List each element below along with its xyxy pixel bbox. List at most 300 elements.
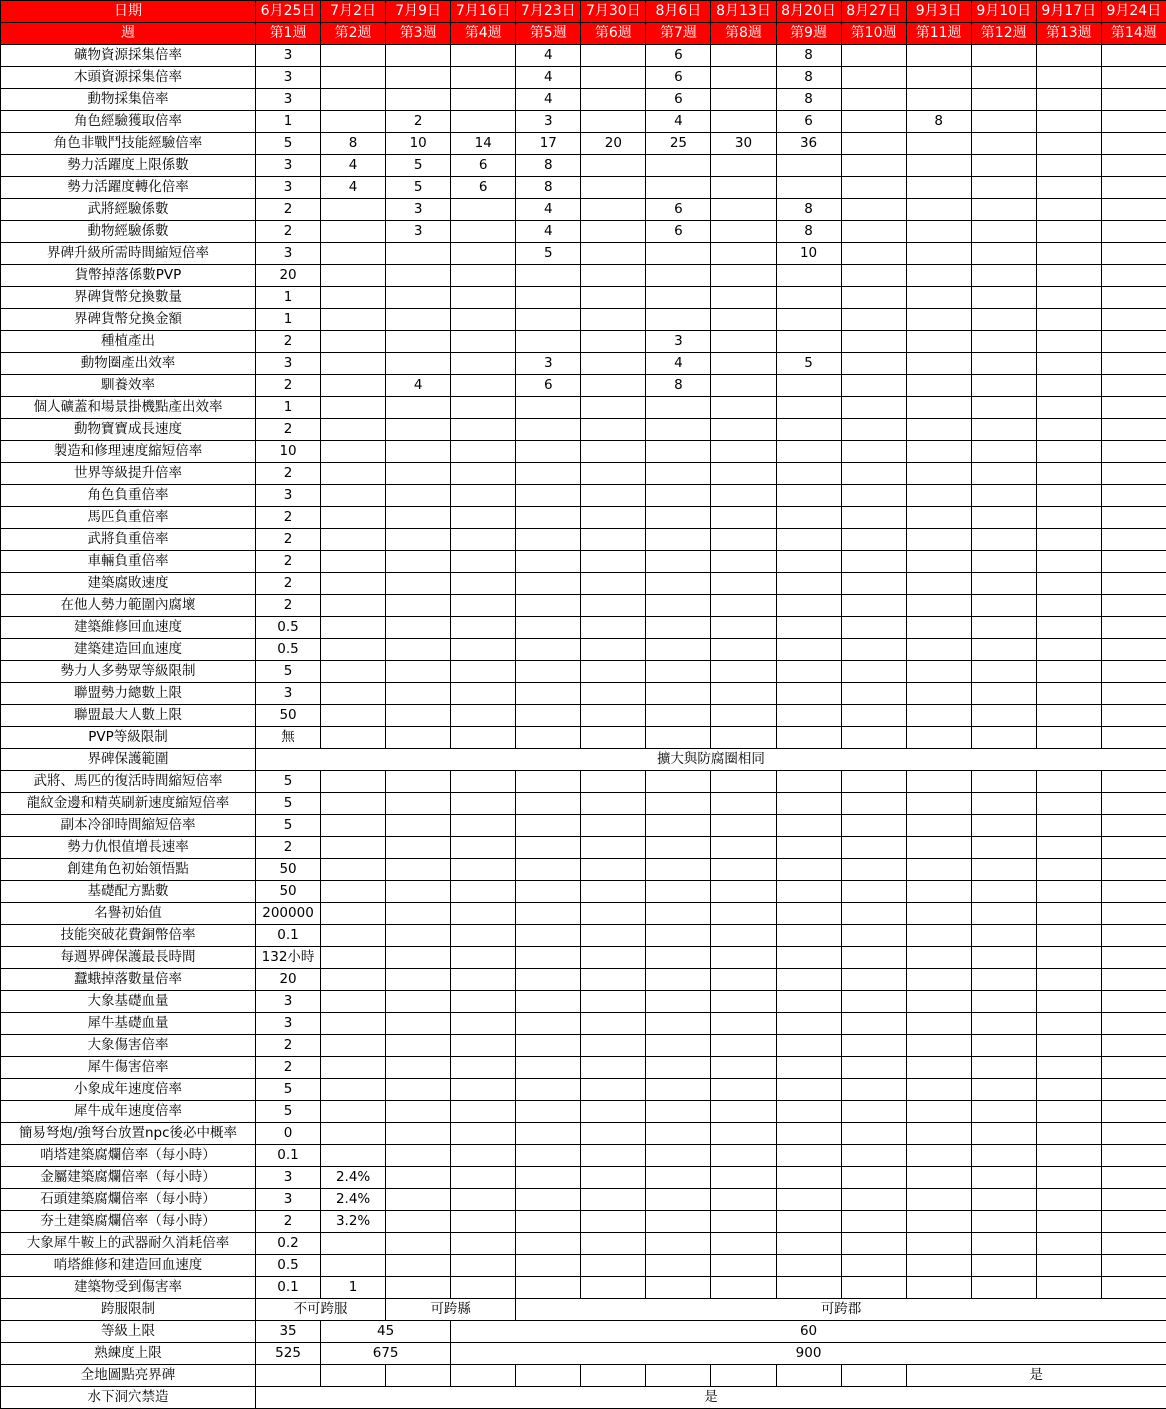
value-cell[interactable]: 2.4%	[321, 1167, 386, 1189]
value-cell[interactable]: 20	[256, 969, 321, 991]
value-cell[interactable]	[841, 353, 906, 375]
value-cell[interactable]	[841, 133, 906, 155]
row-label-cell[interactable]: 勢力活躍度轉化倍率	[1, 177, 256, 199]
value-cell[interactable]	[646, 1277, 711, 1299]
value-cell[interactable]	[581, 1057, 646, 1079]
value-cell[interactable]	[516, 793, 581, 815]
value-cell[interactable]	[776, 1233, 841, 1255]
value-cell[interactable]	[386, 1101, 451, 1123]
value-cell[interactable]	[1101, 463, 1166, 485]
value-cell[interactable]	[841, 573, 906, 595]
value-cell[interactable]	[711, 485, 776, 507]
value-cell[interactable]	[711, 925, 776, 947]
value-cell[interactable]: 3	[516, 111, 581, 133]
value-cell[interactable]	[906, 881, 971, 903]
week-header-cell[interactable]: 第11週	[906, 23, 971, 45]
value-cell[interactable]	[646, 243, 711, 265]
row-label-cell[interactable]: 建築維修回血速度	[1, 617, 256, 639]
value-cell[interactable]	[906, 397, 971, 419]
value-cell[interactable]	[386, 815, 451, 837]
value-cell[interactable]	[1101, 859, 1166, 881]
value-cell[interactable]	[906, 551, 971, 573]
value-cell[interactable]: 2	[256, 463, 321, 485]
value-cell[interactable]	[776, 903, 841, 925]
value-cell[interactable]	[906, 45, 971, 67]
value-cell[interactable]: 3	[256, 155, 321, 177]
value-cell[interactable]	[776, 727, 841, 749]
value-cell[interactable]: 2	[386, 111, 451, 133]
row-label-cell[interactable]: 在他人勢力範圍內腐壞	[1, 595, 256, 617]
value-cell[interactable]	[971, 1057, 1036, 1079]
value-cell[interactable]: 525	[256, 1343, 321, 1365]
value-cell[interactable]	[516, 397, 581, 419]
value-cell[interactable]	[386, 419, 451, 441]
value-cell[interactable]	[321, 1233, 386, 1255]
value-cell[interactable]	[1101, 221, 1166, 243]
date-header-cell[interactable]: 9月24日	[1101, 1, 1166, 23]
value-cell[interactable]	[516, 1255, 581, 1277]
value-cell[interactable]	[451, 1233, 516, 1255]
value-cell[interactable]	[776, 1211, 841, 1233]
value-cell[interactable]	[646, 573, 711, 595]
value-cell[interactable]	[711, 1189, 776, 1211]
value-cell[interactable]	[711, 837, 776, 859]
value-cell[interactable]	[1036, 331, 1101, 353]
value-cell[interactable]	[516, 727, 581, 749]
value-cell[interactable]	[971, 925, 1036, 947]
value-cell[interactable]	[451, 419, 516, 441]
value-cell[interactable]	[906, 991, 971, 1013]
value-cell[interactable]	[321, 639, 386, 661]
value-cell[interactable]	[711, 1057, 776, 1079]
value-cell[interactable]	[971, 969, 1036, 991]
value-cell[interactable]	[516, 1233, 581, 1255]
value-cell[interactable]	[581, 1365, 646, 1387]
value-cell[interactable]	[321, 771, 386, 793]
value-cell[interactable]	[581, 1101, 646, 1123]
value-cell[interactable]	[646, 419, 711, 441]
value-cell[interactable]	[776, 595, 841, 617]
value-cell[interactable]	[451, 221, 516, 243]
value-cell[interactable]	[711, 419, 776, 441]
value-cell[interactable]	[1101, 485, 1166, 507]
value-cell[interactable]	[646, 1035, 711, 1057]
value-cell[interactable]	[711, 595, 776, 617]
value-cell[interactable]: 2	[256, 1057, 321, 1079]
value-cell[interactable]	[776, 1189, 841, 1211]
value-cell[interactable]	[581, 1035, 646, 1057]
value-cell[interactable]	[451, 309, 516, 331]
row-label-cell[interactable]: 哨塔建築腐爛倍率（每小時）	[1, 1145, 256, 1167]
value-cell[interactable]	[906, 419, 971, 441]
row-label-cell[interactable]: 勢力仇恨值增長速率	[1, 837, 256, 859]
value-cell[interactable]	[581, 793, 646, 815]
value-cell[interactable]	[841, 595, 906, 617]
value-cell[interactable]	[841, 1255, 906, 1277]
value-cell[interactable]: 1	[256, 397, 321, 419]
value-cell[interactable]	[841, 991, 906, 1013]
value-cell[interactable]: 0	[256, 1123, 321, 1145]
value-cell[interactable]	[841, 111, 906, 133]
row-label-cell[interactable]: 動物圈產出效率	[1, 353, 256, 375]
value-cell[interactable]: 2	[256, 837, 321, 859]
value-cell[interactable]	[516, 1013, 581, 1035]
value-cell[interactable]	[1036, 903, 1101, 925]
value-cell[interactable]	[971, 661, 1036, 683]
value-cell[interactable]	[321, 199, 386, 221]
value-cell[interactable]	[581, 67, 646, 89]
value-cell[interactable]	[451, 1123, 516, 1145]
row-label-cell[interactable]: 界碑保護範圍	[1, 749, 256, 771]
value-cell[interactable]: 2	[256, 573, 321, 595]
value-cell[interactable]	[971, 199, 1036, 221]
row-label-cell[interactable]: 全地圖點亮界碑	[1, 1365, 256, 1387]
value-cell[interactable]: 5	[256, 771, 321, 793]
value-cell[interactable]	[1101, 1211, 1166, 1233]
value-cell[interactable]	[451, 1277, 516, 1299]
value-cell[interactable]	[516, 265, 581, 287]
week-header-cell[interactable]: 第7週	[646, 23, 711, 45]
value-cell[interactable]	[321, 485, 386, 507]
value-cell[interactable]	[581, 1123, 646, 1145]
value-cell[interactable]	[1101, 265, 1166, 287]
value-cell[interactable]	[1101, 1035, 1166, 1057]
value-cell[interactable]	[516, 1057, 581, 1079]
value-cell[interactable]: 5	[256, 661, 321, 683]
value-cell[interactable]	[1101, 177, 1166, 199]
value-cell[interactable]	[386, 551, 451, 573]
value-cell[interactable]	[516, 837, 581, 859]
value-cell[interactable]: 5	[776, 353, 841, 375]
row-label-cell[interactable]: 界碑貨幣兌換金額	[1, 309, 256, 331]
value-cell[interactable]: 1	[256, 287, 321, 309]
value-cell[interactable]	[711, 397, 776, 419]
value-cell[interactable]	[386, 903, 451, 925]
merged-value-cell[interactable]: 60	[451, 1321, 1166, 1343]
value-cell[interactable]	[906, 617, 971, 639]
value-cell[interactable]	[451, 67, 516, 89]
value-cell[interactable]	[711, 89, 776, 111]
value-cell[interactable]	[321, 727, 386, 749]
value-cell[interactable]	[1101, 947, 1166, 969]
value-cell[interactable]	[516, 1035, 581, 1057]
row-label-cell[interactable]: 動物寶寶成長速度	[1, 419, 256, 441]
value-cell[interactable]	[1036, 771, 1101, 793]
value-cell[interactable]	[1036, 947, 1101, 969]
value-cell[interactable]	[581, 375, 646, 397]
value-cell[interactable]: 2	[256, 529, 321, 551]
value-cell[interactable]	[646, 969, 711, 991]
value-cell[interactable]	[1036, 177, 1101, 199]
row-label-cell[interactable]: 簡易弩炮/強弩台放置npc後必中概率	[1, 1123, 256, 1145]
value-cell[interactable]	[1036, 881, 1101, 903]
value-cell[interactable]	[581, 727, 646, 749]
value-cell[interactable]	[451, 441, 516, 463]
row-label-cell[interactable]: 基礎配方點數	[1, 881, 256, 903]
value-cell[interactable]	[1036, 1233, 1101, 1255]
value-cell[interactable]	[906, 529, 971, 551]
value-cell[interactable]	[386, 1013, 451, 1035]
value-cell[interactable]	[776, 969, 841, 991]
value-cell[interactable]	[1101, 45, 1166, 67]
value-cell[interactable]	[386, 1145, 451, 1167]
value-cell[interactable]	[451, 89, 516, 111]
value-cell[interactable]	[646, 1145, 711, 1167]
value-cell[interactable]	[1101, 353, 1166, 375]
value-cell[interactable]	[971, 463, 1036, 485]
value-cell[interactable]	[581, 331, 646, 353]
value-cell[interactable]: 3	[516, 353, 581, 375]
value-cell[interactable]	[516, 1167, 581, 1189]
value-cell[interactable]	[581, 1211, 646, 1233]
value-cell[interactable]	[841, 639, 906, 661]
value-cell[interactable]	[386, 639, 451, 661]
value-cell[interactable]: 5	[516, 243, 581, 265]
row-label-cell[interactable]: 等級上限	[1, 1321, 256, 1343]
value-cell[interactable]	[321, 111, 386, 133]
value-cell[interactable]	[646, 771, 711, 793]
value-cell[interactable]	[386, 353, 451, 375]
value-cell[interactable]	[841, 1057, 906, 1079]
value-cell[interactable]: 10	[386, 133, 451, 155]
value-cell[interactable]	[841, 969, 906, 991]
value-cell[interactable]	[711, 551, 776, 573]
row-label-cell[interactable]: 聯盟最大人數上限	[1, 705, 256, 727]
value-cell[interactable]	[321, 991, 386, 1013]
value-cell[interactable]	[711, 463, 776, 485]
value-cell[interactable]	[581, 859, 646, 881]
value-cell[interactable]	[971, 859, 1036, 881]
value-cell[interactable]	[841, 45, 906, 67]
value-cell[interactable]	[711, 507, 776, 529]
value-cell[interactable]: 0.5	[256, 617, 321, 639]
value-cell[interactable]: 8	[321, 133, 386, 155]
value-cell[interactable]: 3	[386, 221, 451, 243]
merged-value-cell[interactable]: 45	[321, 1321, 451, 1343]
value-cell[interactable]	[321, 507, 386, 529]
value-cell[interactable]	[1036, 243, 1101, 265]
value-cell[interactable]	[646, 661, 711, 683]
value-cell[interactable]	[711, 903, 776, 925]
value-cell[interactable]	[451, 1145, 516, 1167]
value-cell[interactable]	[386, 683, 451, 705]
value-cell[interactable]	[646, 925, 711, 947]
value-cell[interactable]	[646, 617, 711, 639]
value-cell[interactable]	[1101, 1079, 1166, 1101]
merged-value-cell[interactable]: 675	[321, 1343, 451, 1365]
value-cell[interactable]	[1036, 419, 1101, 441]
value-cell[interactable]	[776, 551, 841, 573]
value-cell[interactable]: 4	[516, 89, 581, 111]
value-cell[interactable]: 4	[516, 199, 581, 221]
value-cell[interactable]: 0.1	[256, 925, 321, 947]
value-cell[interactable]	[321, 903, 386, 925]
value-cell[interactable]	[776, 991, 841, 1013]
value-cell[interactable]	[971, 177, 1036, 199]
value-cell[interactable]	[841, 243, 906, 265]
value-cell[interactable]: 6	[776, 111, 841, 133]
value-cell[interactable]	[971, 1079, 1036, 1101]
value-cell[interactable]	[776, 1145, 841, 1167]
value-cell[interactable]	[1036, 309, 1101, 331]
row-label-cell[interactable]: 木頭資源採集倍率	[1, 67, 256, 89]
value-cell[interactable]	[516, 551, 581, 573]
value-cell[interactable]	[1101, 573, 1166, 595]
value-cell[interactable]: 3	[256, 89, 321, 111]
value-cell[interactable]: 50	[256, 705, 321, 727]
value-cell[interactable]	[711, 287, 776, 309]
value-cell[interactable]	[321, 1255, 386, 1277]
value-cell[interactable]: 1	[321, 1277, 386, 1299]
value-cell[interactable]	[971, 331, 1036, 353]
value-cell[interactable]	[321, 815, 386, 837]
value-cell[interactable]	[841, 397, 906, 419]
value-cell[interactable]	[321, 1079, 386, 1101]
value-cell[interactable]	[841, 529, 906, 551]
row-label-cell[interactable]: 角色經驗獲取倍率	[1, 111, 256, 133]
value-cell[interactable]	[581, 1167, 646, 1189]
value-cell[interactable]	[1101, 1057, 1166, 1079]
value-cell[interactable]	[581, 969, 646, 991]
value-cell[interactable]	[1036, 1277, 1101, 1299]
value-cell[interactable]	[971, 353, 1036, 375]
value-cell[interactable]	[516, 1123, 581, 1145]
value-cell[interactable]	[321, 925, 386, 947]
week-header-cell[interactable]: 第2週	[321, 23, 386, 45]
value-cell[interactable]	[516, 903, 581, 925]
value-cell[interactable]: 2	[256, 1211, 321, 1233]
value-cell[interactable]	[906, 903, 971, 925]
value-cell[interactable]	[256, 1365, 321, 1387]
value-cell[interactable]	[321, 1013, 386, 1035]
value-cell[interactable]	[1036, 683, 1101, 705]
value-cell[interactable]	[516, 1145, 581, 1167]
value-cell[interactable]	[386, 991, 451, 1013]
value-cell[interactable]	[1036, 969, 1101, 991]
value-cell[interactable]	[321, 969, 386, 991]
value-cell[interactable]	[971, 485, 1036, 507]
value-cell[interactable]	[971, 837, 1036, 859]
value-cell[interactable]	[1101, 529, 1166, 551]
value-cell[interactable]	[1101, 1277, 1166, 1299]
row-label-cell[interactable]: 車輛負重倍率	[1, 551, 256, 573]
value-cell[interactable]	[906, 1035, 971, 1057]
value-cell[interactable]	[711, 727, 776, 749]
value-cell[interactable]: 8	[906, 111, 971, 133]
value-cell[interactable]	[646, 1057, 711, 1079]
value-cell[interactable]	[906, 1145, 971, 1167]
value-cell[interactable]	[841, 419, 906, 441]
value-cell[interactable]	[711, 815, 776, 837]
value-cell[interactable]	[451, 903, 516, 925]
value-cell[interactable]	[516, 309, 581, 331]
value-cell[interactable]	[581, 1145, 646, 1167]
row-label-cell[interactable]: 犀牛成年速度倍率	[1, 1101, 256, 1123]
value-cell[interactable]	[776, 947, 841, 969]
value-cell[interactable]	[776, 485, 841, 507]
value-cell[interactable]	[516, 815, 581, 837]
value-cell[interactable]	[1036, 617, 1101, 639]
value-cell[interactable]	[386, 947, 451, 969]
value-cell[interactable]	[906, 463, 971, 485]
value-cell[interactable]	[971, 221, 1036, 243]
date-header-cell[interactable]: 7月16日	[451, 1, 516, 23]
value-cell[interactable]	[711, 331, 776, 353]
merged-value-cell[interactable]: 可跨縣	[386, 1299, 516, 1321]
value-cell[interactable]	[841, 441, 906, 463]
value-cell[interactable]	[776, 771, 841, 793]
value-cell[interactable]	[646, 287, 711, 309]
row-label-cell[interactable]: 勢力活躍度上限係數	[1, 155, 256, 177]
value-cell[interactable]	[711, 155, 776, 177]
value-cell[interactable]	[516, 1079, 581, 1101]
value-cell[interactable]	[776, 837, 841, 859]
value-cell[interactable]	[1036, 1057, 1101, 1079]
value-cell[interactable]	[646, 441, 711, 463]
value-cell[interactable]	[906, 727, 971, 749]
value-cell[interactable]: 3	[256, 1167, 321, 1189]
value-cell[interactable]	[1101, 639, 1166, 661]
value-cell[interactable]	[321, 573, 386, 595]
value-cell[interactable]	[321, 1145, 386, 1167]
value-cell[interactable]	[321, 595, 386, 617]
value-cell[interactable]: 8	[776, 221, 841, 243]
value-cell[interactable]	[386, 485, 451, 507]
value-cell[interactable]	[971, 287, 1036, 309]
value-cell[interactable]	[906, 1057, 971, 1079]
value-cell[interactable]	[321, 793, 386, 815]
value-cell[interactable]	[776, 639, 841, 661]
week-header-cell[interactable]: 第13週	[1036, 23, 1101, 45]
value-cell[interactable]	[906, 375, 971, 397]
value-cell[interactable]: 5	[256, 133, 321, 155]
value-cell[interactable]	[451, 331, 516, 353]
value-cell[interactable]	[646, 683, 711, 705]
value-cell[interactable]	[1036, 815, 1101, 837]
value-cell[interactable]	[646, 1365, 711, 1387]
value-cell[interactable]	[516, 463, 581, 485]
value-cell[interactable]	[841, 551, 906, 573]
date-header-cell[interactable]: 7月9日	[386, 1, 451, 23]
value-cell[interactable]	[711, 1035, 776, 1057]
value-cell[interactable]	[386, 243, 451, 265]
value-cell[interactable]	[1036, 551, 1101, 573]
value-cell[interactable]	[386, 45, 451, 67]
value-cell[interactable]: 1	[256, 309, 321, 331]
value-cell[interactable]	[906, 1101, 971, 1123]
value-cell[interactable]	[451, 485, 516, 507]
value-cell[interactable]	[776, 507, 841, 529]
value-cell[interactable]	[841, 815, 906, 837]
value-cell[interactable]	[1101, 67, 1166, 89]
value-cell[interactable]	[581, 947, 646, 969]
value-cell[interactable]: 8	[776, 45, 841, 67]
value-cell[interactable]	[386, 793, 451, 815]
value-cell[interactable]	[906, 595, 971, 617]
value-cell[interactable]	[841, 1167, 906, 1189]
value-cell[interactable]	[386, 1365, 451, 1387]
value-cell[interactable]	[581, 243, 646, 265]
value-cell[interactable]	[581, 991, 646, 1013]
value-cell[interactable]	[971, 375, 1036, 397]
value-cell[interactable]	[1036, 397, 1101, 419]
value-cell[interactable]	[581, 265, 646, 287]
value-cell[interactable]	[1036, 727, 1101, 749]
value-cell[interactable]	[321, 617, 386, 639]
row-label-cell[interactable]: 動物採集倍率	[1, 89, 256, 111]
value-cell[interactable]	[321, 221, 386, 243]
value-cell[interactable]: 8	[776, 89, 841, 111]
